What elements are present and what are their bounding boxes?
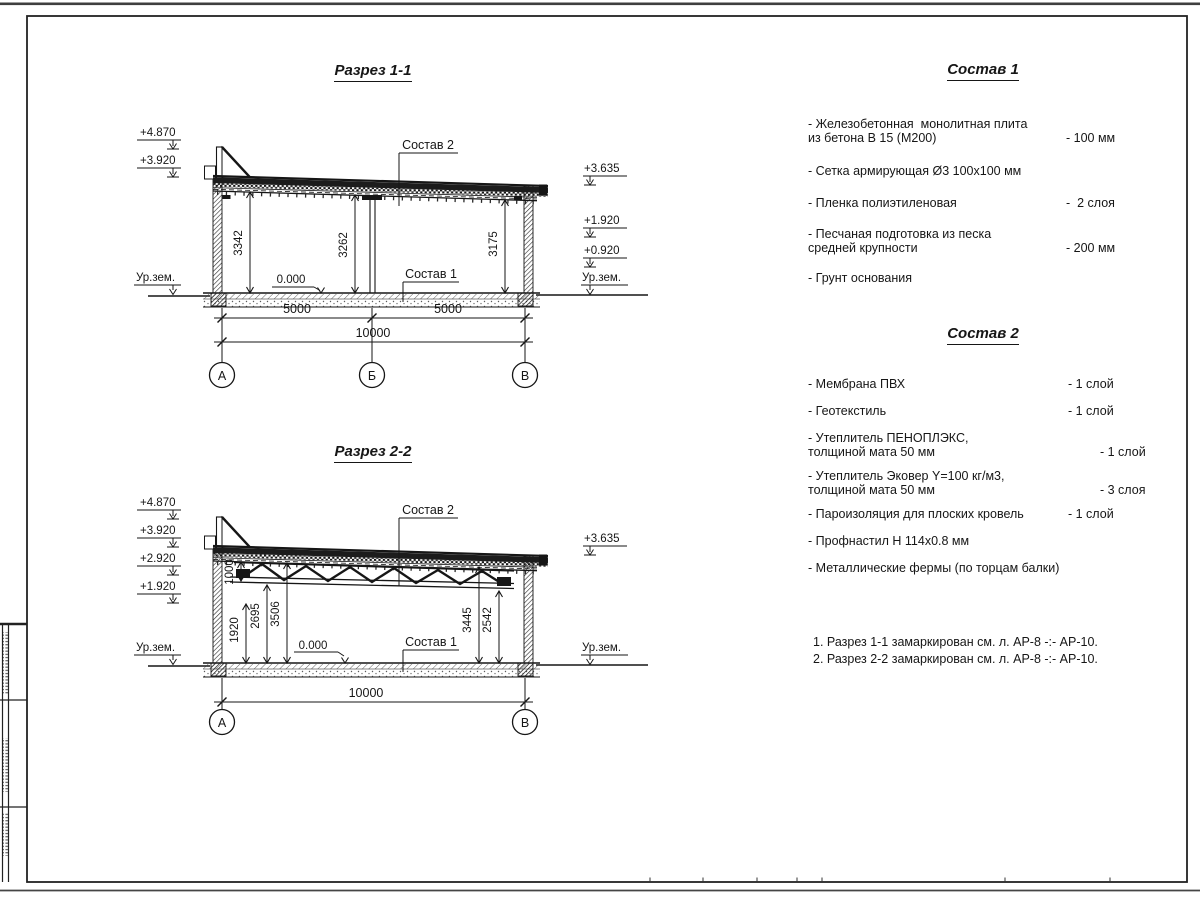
sostav2-heading: Состав 2: [893, 325, 1073, 342]
elevation-mark-label: +4.870: [140, 497, 176, 509]
side-stamp-strip: [0, 624, 27, 882]
material-item: [808, 404, 1114, 418]
grid-axis-label: В: [520, 369, 530, 383]
s2-truss: [230, 563, 514, 589]
elevation-mark-label: +3.920: [140, 525, 176, 537]
s1-parapet: [205, 147, 251, 179]
s2-sostav2-label: Состав 2: [402, 503, 454, 517]
material-item: [808, 271, 912, 285]
elevation-mark-label: Ур.зем.: [136, 642, 176, 654]
sostav2-list: [808, 377, 1158, 587]
s2-zero-label: 0.000: [298, 640, 328, 652]
material-name: средней крупности: [808, 241, 918, 255]
s1-dim-10000: 10000: [355, 326, 391, 340]
material-name: - Геотекстиль: [808, 404, 887, 418]
s2-dim-10000: 10000: [348, 686, 384, 700]
s1-walls: [205, 147, 534, 293]
s2-ground-slab: [148, 663, 648, 677]
material-value: - 1 слой: [1068, 507, 1114, 521]
material-value: - 1 слой: [1068, 404, 1114, 418]
s1-dim-3262: 3262: [338, 232, 350, 258]
s2-roof: [213, 546, 548, 573]
sheet-notes: [813, 634, 1173, 668]
elevation-mark-label: +1.920: [140, 581, 176, 593]
s1-bottom-dims: [214, 302, 533, 362]
material-value: - 1 слой: [1068, 377, 1114, 391]
sostav1-heading: Состав 1: [893, 61, 1073, 78]
material-name: - Металлические фермы (по торцам балки): [808, 561, 1060, 575]
section-2-2-drawing: [134, 497, 648, 735]
stamp-vertical-text: [3, 632, 8, 694]
s1-sostav2-label: Состав 2: [402, 138, 454, 152]
elevation-mark-label: +1.920: [584, 215, 620, 227]
material-item: [808, 196, 1115, 210]
s2-zero-mark: [294, 640, 349, 663]
s1-dim-5000-b: 5000: [434, 302, 462, 316]
material-value: - 1 слой: [1100, 445, 1146, 459]
s1-dim-3342: 3342: [233, 230, 245, 256]
s2-parapet: [205, 517, 251, 549]
grid-axis-label: В: [520, 716, 530, 730]
elevation-mark-label: +3.635: [584, 163, 620, 175]
s1-zero-label: 0.000: [276, 274, 306, 286]
material-name: - Мембрана ПВХ: [808, 377, 906, 391]
grid-axis-label: А: [217, 716, 227, 730]
s1-sostav1-label: Состав 1: [405, 267, 457, 281]
elevation-mark-label: Ур.зем.: [136, 272, 176, 284]
note-line: 2. Разрез 2-2 замаркирован см. л. АР-8 -:- АР-10.: [813, 652, 1098, 666]
material-name: - Сетка армирующая Ø3 100х100 мм: [808, 164, 1022, 178]
material-item: [808, 431, 1146, 459]
s2-grid-axes: [210, 710, 538, 735]
elevation-mark-label: +4.870: [140, 127, 176, 139]
material-item: [808, 227, 1116, 255]
section-1-1-drawing: [134, 127, 648, 388]
material-name: - Утеплитель Эковер Y=100 кг/м3,: [808, 469, 1005, 483]
material-name: толщиной мата 50 мм: [808, 483, 935, 497]
elevation-mark-label: +0.920: [584, 245, 620, 257]
material-name: - Грунт основания: [808, 271, 913, 285]
material-item: [808, 117, 1116, 145]
material-name: - Утеплитель ПЕНОПЛЭКС,: [808, 431, 969, 445]
material-value: - 3 слоя: [1100, 483, 1146, 497]
s1-elevation-marks-right: [581, 163, 628, 295]
s1-dim-5000-a: 5000: [283, 302, 311, 316]
stamp-vertical-text: [3, 738, 8, 792]
material-value: - 2 слоя: [1066, 196, 1115, 210]
s2-walls: [205, 517, 534, 663]
elevation-mark-label: Ур.зем.: [582, 272, 622, 284]
elevation-mark-label: +2.920: [140, 553, 176, 565]
section-2-2-title: Разрез 2-2: [283, 443, 463, 460]
s2-sostav1-label: Состав 1: [405, 635, 457, 649]
section-1-1-title: Разрез 1-1: [283, 62, 463, 79]
material-item: [808, 561, 1059, 575]
s1-sostav-labels: [399, 138, 459, 302]
s1-grid-axes: [210, 363, 538, 388]
material-name: - Профнастил Н 114х0.8 мм: [808, 534, 970, 548]
material-value: - 100 мм: [1066, 131, 1116, 145]
s2-bottom-dims: [214, 678, 533, 710]
elevation-mark-label: +3.920: [140, 155, 176, 167]
material-item: [808, 534, 969, 548]
s1-zero-mark: [272, 274, 325, 293]
s2-elevation-marks-left: [134, 497, 181, 665]
material-name: толщиной мата 50 мм: [808, 445, 935, 459]
material-name: - Песчаная подготовка из песка: [808, 227, 992, 241]
s1-ground-slab: [148, 293, 648, 307]
material-value: - 200 мм: [1066, 241, 1116, 255]
s2-dim-2542: 2542: [482, 607, 494, 633]
elevation-mark-label: Ур.зем.: [582, 642, 622, 654]
material-name: - Пароизоляция для плоских кровель: [808, 507, 1024, 521]
s1-column: [362, 195, 382, 293]
s1-elevation-marks-left: [134, 127, 181, 295]
sostav1-list: [808, 117, 1153, 297]
note-line: 1. Разрез 1-1 замаркирован см. л. АР-8 -:- АР-10.: [813, 635, 1098, 649]
material-name: - Железобетонная монолитная плита: [808, 117, 1028, 131]
material-name: - Пленка полиэтиленовая: [808, 196, 957, 210]
material-item: [808, 469, 1146, 497]
s2-dim-3445: 3445: [462, 607, 474, 633]
elevation-mark-label: +3.635: [584, 533, 620, 545]
s2-dim-1920: 1920: [229, 617, 241, 643]
material-item: [808, 507, 1114, 521]
s1-dim-3175: 3175: [488, 231, 500, 257]
grid-axis-label: А: [217, 369, 227, 383]
s1-vertical-dims: [233, 192, 509, 293]
material-name: из бетона В 15 (М200): [808, 131, 937, 145]
s2-elevation-marks-right: [581, 533, 628, 665]
s2-dim-1000: 1000: [224, 559, 236, 585]
material-item: [808, 377, 1114, 391]
material-item: [808, 164, 1021, 178]
grid-axis-label: Б: [367, 369, 377, 383]
s2-dim-3506: 3506: [270, 601, 282, 627]
s2-dim-2695: 2695: [250, 603, 262, 629]
stamp-vertical-text: [3, 812, 8, 856]
